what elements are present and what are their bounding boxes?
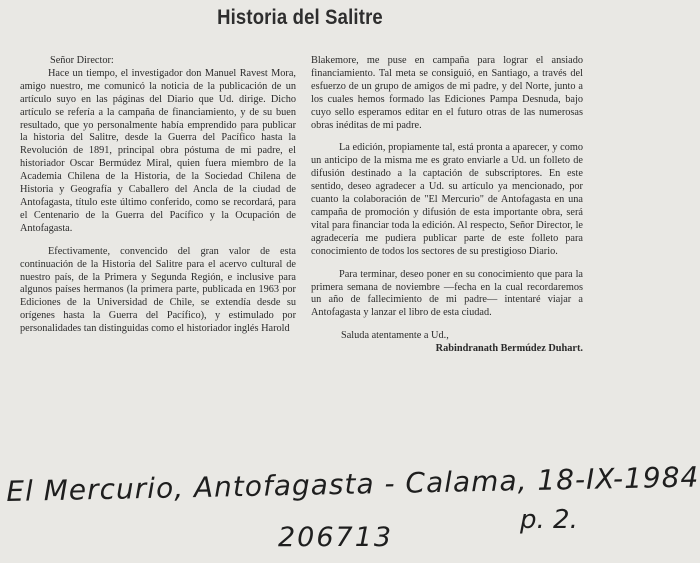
handwritten-page-number: p. 2. [520,505,578,535]
left-column [20,55,296,346]
handwritten-catalog-code: 206713 [278,522,394,553]
article-title: Historia del Salitre [217,6,383,29]
right-column [311,55,583,356]
paragraph: La edición, propiamente tal, está pronta a aparecer, y como un anticipo de la misma me es grato enviarle a Ud. un folleto de difusión destinado a la captación de subscriptores. En este sentido, deseo agradecer a Ud. su artículo ya mencionado, por cuanto la colaboración de "El Mercurio" de Antofagasta en una campaña de promoción y difusión de esta importante obra, será vital para financiar toda la edición. Al respecto, Señor Director, le agradecería me pudiera publicar parte de este folleto para conocimiento de todos los sectores de su prestigioso Diario. [311,142,583,257]
paragraph: Efectivamente, convencido del gran valor de esta continuación de la Historia del Salitre para el acervo cultural de nuestro país, de la Primera y Segunda Región, e inclusive para algunos países hermanos (la primera parte, publicada en 1963 por Ediciones de la Universidad de Chile, se extendía desde su orígenes hasta la Guerra del Pacífico), y estimulado por personalidades tan distinguidas como el historiador inglés Harold [20,245,296,335]
greeting: Señor Director: [50,55,114,66]
paragraph: Blakemore, me puse en campaña para lograr el ansiado financiamiento. Tal meta se consiguió, en Santiago, a través del esfuerzo de un grupo de amigos de mi padre, y del Norte, junto a los cuales hemos formado las Ediciones Pampa Desnuda, bajo cuyo sello esperamos editar en el futuro otras de las numerosas obras inéditas de mi padre. [311,55,583,131]
handwritten-citation: El Mercurio, Antofagasta - Calama, 18-IX-1984 [6,460,700,508]
closing-salutation: Saluda atentamente a Ud., [341,330,449,342]
paragraph: Hace un tiempo, el investigador don Manuel Ravest Mora, amigo nuestro, me comunicó la noticia de la publicación de un artículo suyo en las páginas del Diario que Ud. dirige. Dicho artículo se refería a la campaña de financiamiento, y de su buen resultado, que yo personalmente había emprendido para publicar la historia del Salitre, desde la Guerra del Pacífico hasta la Revolución de 1891, principal obra póstuma de mi padre, el historiador Oscar Bermúdez Miral, quien fuera miembro de la Academia Chilena de la Historia, de la Sociedad Chilena de Historia y Geografía y Caballero del Ancla de la ciudad de Antofagasta, título este último conferido, como se recordará, para el Centenario de la Guerra del Pacífico y la Ocupación de Antofagasta. [20,67,296,234]
paragraph: Para terminar, deseo poner en su conocimiento que para la primera semana de noviembre —fecha en la cual recordaremos un año de fallecimiento de mi padre— intentaré viajar a Antofagasta y lanzar el libro de esta ciudad. [311,268,583,319]
signature: Rabindranath Bermúdez Duhart. [435,343,583,355]
